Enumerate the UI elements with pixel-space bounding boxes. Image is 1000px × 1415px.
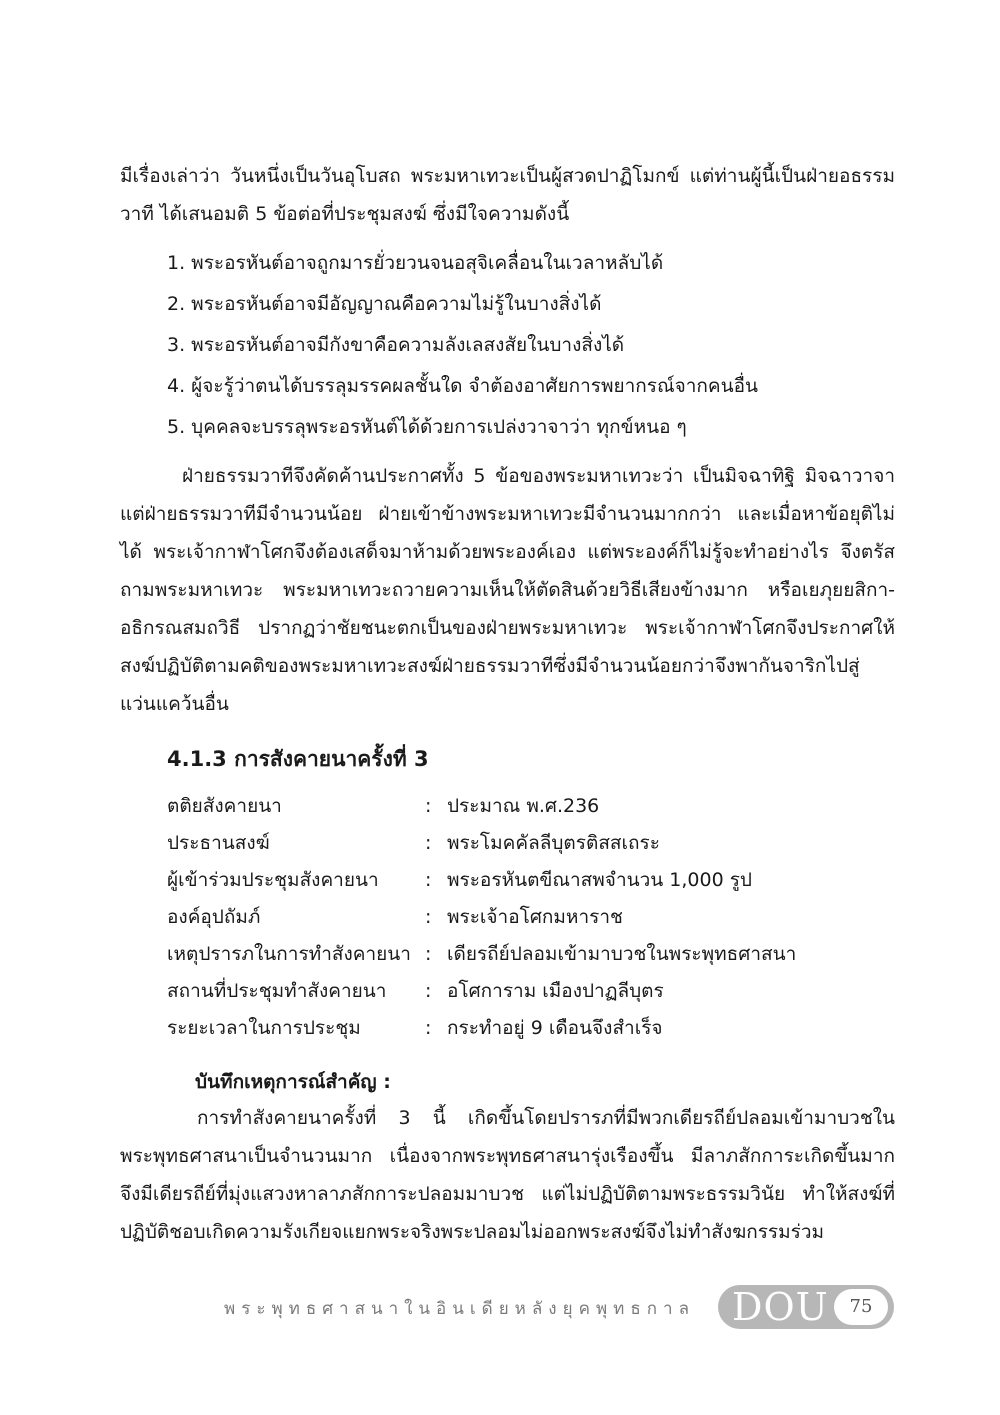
footer-book-title: พระพุทธศาสนาในอินเดียหลังยุคพุทธกาล xyxy=(223,1299,695,1319)
section-heading: 4.1.3 การสังคายนาครั้งที่ 3 xyxy=(167,747,429,771)
table-row xyxy=(167,936,796,973)
info-separator: : xyxy=(425,795,432,817)
info-label: ประธานสงฆ์ xyxy=(167,832,270,854)
record-heading: บันทึกเหตุการณ์สำคัญ : xyxy=(195,1071,391,1093)
info-label: ตติยสังคายนา xyxy=(167,795,282,817)
info-value: ประมาณ พ.ศ.236 xyxy=(447,795,600,817)
objection-paragraph: ฝ่ายธรรมวาทีจึงคัดค้านประกาศทั้ง 5 ข้อของพระมหาเทวะว่า เป็นมิจฉาทิฐิ มิจฉาวาจา แต่ฝ่ายธรรมวาทีมีจำนวนน้อย ฝ่ายเข้าข้างพระมหาเทวะมีจำนวนมากกว่า และเมื่อหาข้อยุติไม่ได้ พระเจ้ากาฬาโศกจึงต้องเสด็จมาห้ามด้วยพระองค์เอง แต่พระองค์ก็ไม่รู้จะทำอย่างไร จึงตรัสถามพระมหาเทวะ พระมหาเทวะถวายความเห็นให้ตัดสินด้วยวิธีเสียงข้างมาก หรือเยภุยยสิกา-อธิกรณสมถวิธี ปรากฏว่าชัยชนะตกเป็นของฝ่ายพระมหาเทวะ พระเจ้ากาฬาโศกจึงประกาศให้สงฆ์ปฏิบัติตามคติของพระมหาเทวะสงฆ์ฝ่ายธรรมวาทีซึ่งมีจำนวนน้อยกว่าจึงพากันจาริกไปสู่แว่นแคว้นอื่น xyxy=(120,465,895,715)
info-label: เหตุปรารภในการทำสังคายนา xyxy=(167,943,411,965)
table-row xyxy=(167,862,796,899)
table-row xyxy=(167,825,796,862)
info-value: พระโมคคัลลีบุตรติสสเถระ xyxy=(447,832,660,854)
table-row xyxy=(167,788,796,825)
info-label: ระยะเวลาในการประชุม xyxy=(167,1017,361,1039)
list-item: 5. บุคคลจะบรรลุพระอรหันต์ได้ด้วยการเปล่งวาจาว่า ทุกข์หนอ ๆ xyxy=(167,416,687,438)
intro-paragraph: มีเรื่องเล่าว่า วันหนึ่งเป็นวันอุโบสถ พระมหาเทวะเป็นผู้สวดปาฏิโมกข์ แต่ท่านผู้นี้เป็นฝ่ายอธรรมวาที ได้เสนอมติ 5 ข้อต่อที่ประชุมสงฆ์ ซึ่งมีใจความดังนี้ xyxy=(120,165,895,225)
list-item: 4. ผู้จะรู้ว่าตนได้บรรลุมรรคผลชั้นใด จำต้องอาศัยการพยากรณ์จากคนอื่น xyxy=(167,375,759,397)
list-item: 2. พระอรหันต์อาจมีอัญญาณคือความไม่รู้ในบางสิ่งได้ xyxy=(167,293,602,315)
info-value: เดียรถีย์ปลอมเข้ามาบวชในพระพุทธศาสนา xyxy=(447,943,797,965)
info-separator: : xyxy=(425,1017,432,1039)
info-value: อโศการาม เมืองปาฏลีบุตร xyxy=(447,980,664,1002)
table-row xyxy=(167,899,796,936)
info-separator: : xyxy=(425,832,432,854)
info-label: ผู้เข้าร่วมประชุมสังคายนา xyxy=(167,869,379,891)
dou-logo: DOU xyxy=(732,1285,829,1329)
table-row xyxy=(167,1010,796,1047)
info-label: สถานที่ประชุมทำสังคายนา xyxy=(167,980,387,1002)
info-separator: : xyxy=(425,906,432,928)
info-separator: : xyxy=(425,980,432,1002)
page-number: 75 xyxy=(834,1289,888,1325)
table-row xyxy=(167,973,796,1010)
info-value: พระเจ้าอโศกมหาราช xyxy=(447,906,623,928)
info-label: องค์อุปถัมภ์ xyxy=(167,906,261,928)
info-value: พระอรหันตขีณาสพจำนวน 1,000 รูป xyxy=(447,869,752,891)
list-item: 1. พระอรหันต์อาจถูกมารยั่วยวนจนอสุจิเคลื่อนในเวลาหลับได้ xyxy=(167,252,664,274)
motions-list xyxy=(167,243,758,448)
info-value: กระทำอยู่ 9 เดือนจึงสำเร็จ xyxy=(447,1017,663,1039)
page-footer xyxy=(0,1283,1000,1333)
council-info-table xyxy=(167,788,796,1047)
record-paragraph: การทำสังคายนาครั้งที่ 3 นี้ เกิดขึ้นโดยปรารภที่มีพวกเดียรถีย์ปลอมเข้ามาบวชในพระพุทธศาสนาเป็นจำนวนมาก เนื่องจากพระพุทธศาสนารุ่งเรืองขึ้น มีลาภสักการะเกิดขึ้นมาก จึงมีเดียรถีย์ที่มุ่งแสวงหาลาภสักการะปลอมมาบวช แต่ไม่ปฏิบัติตามพระธรรมวินัย ทำให้สงฆ์ที่ปฏิบัติชอบเกิดความรังเกียจแยกพระจริงพระปลอมไม่ออกพระสงฆ์จึงไม่ทำสังฆกรรมร่วม xyxy=(120,1107,895,1243)
info-separator: : xyxy=(425,943,432,965)
dou-badge xyxy=(718,1285,894,1329)
list-item: 3. พระอรหันต์อาจมีกังขาคือความลังเลสงสัยในบางสิ่งได้ xyxy=(167,334,625,356)
info-separator: : xyxy=(425,869,432,891)
